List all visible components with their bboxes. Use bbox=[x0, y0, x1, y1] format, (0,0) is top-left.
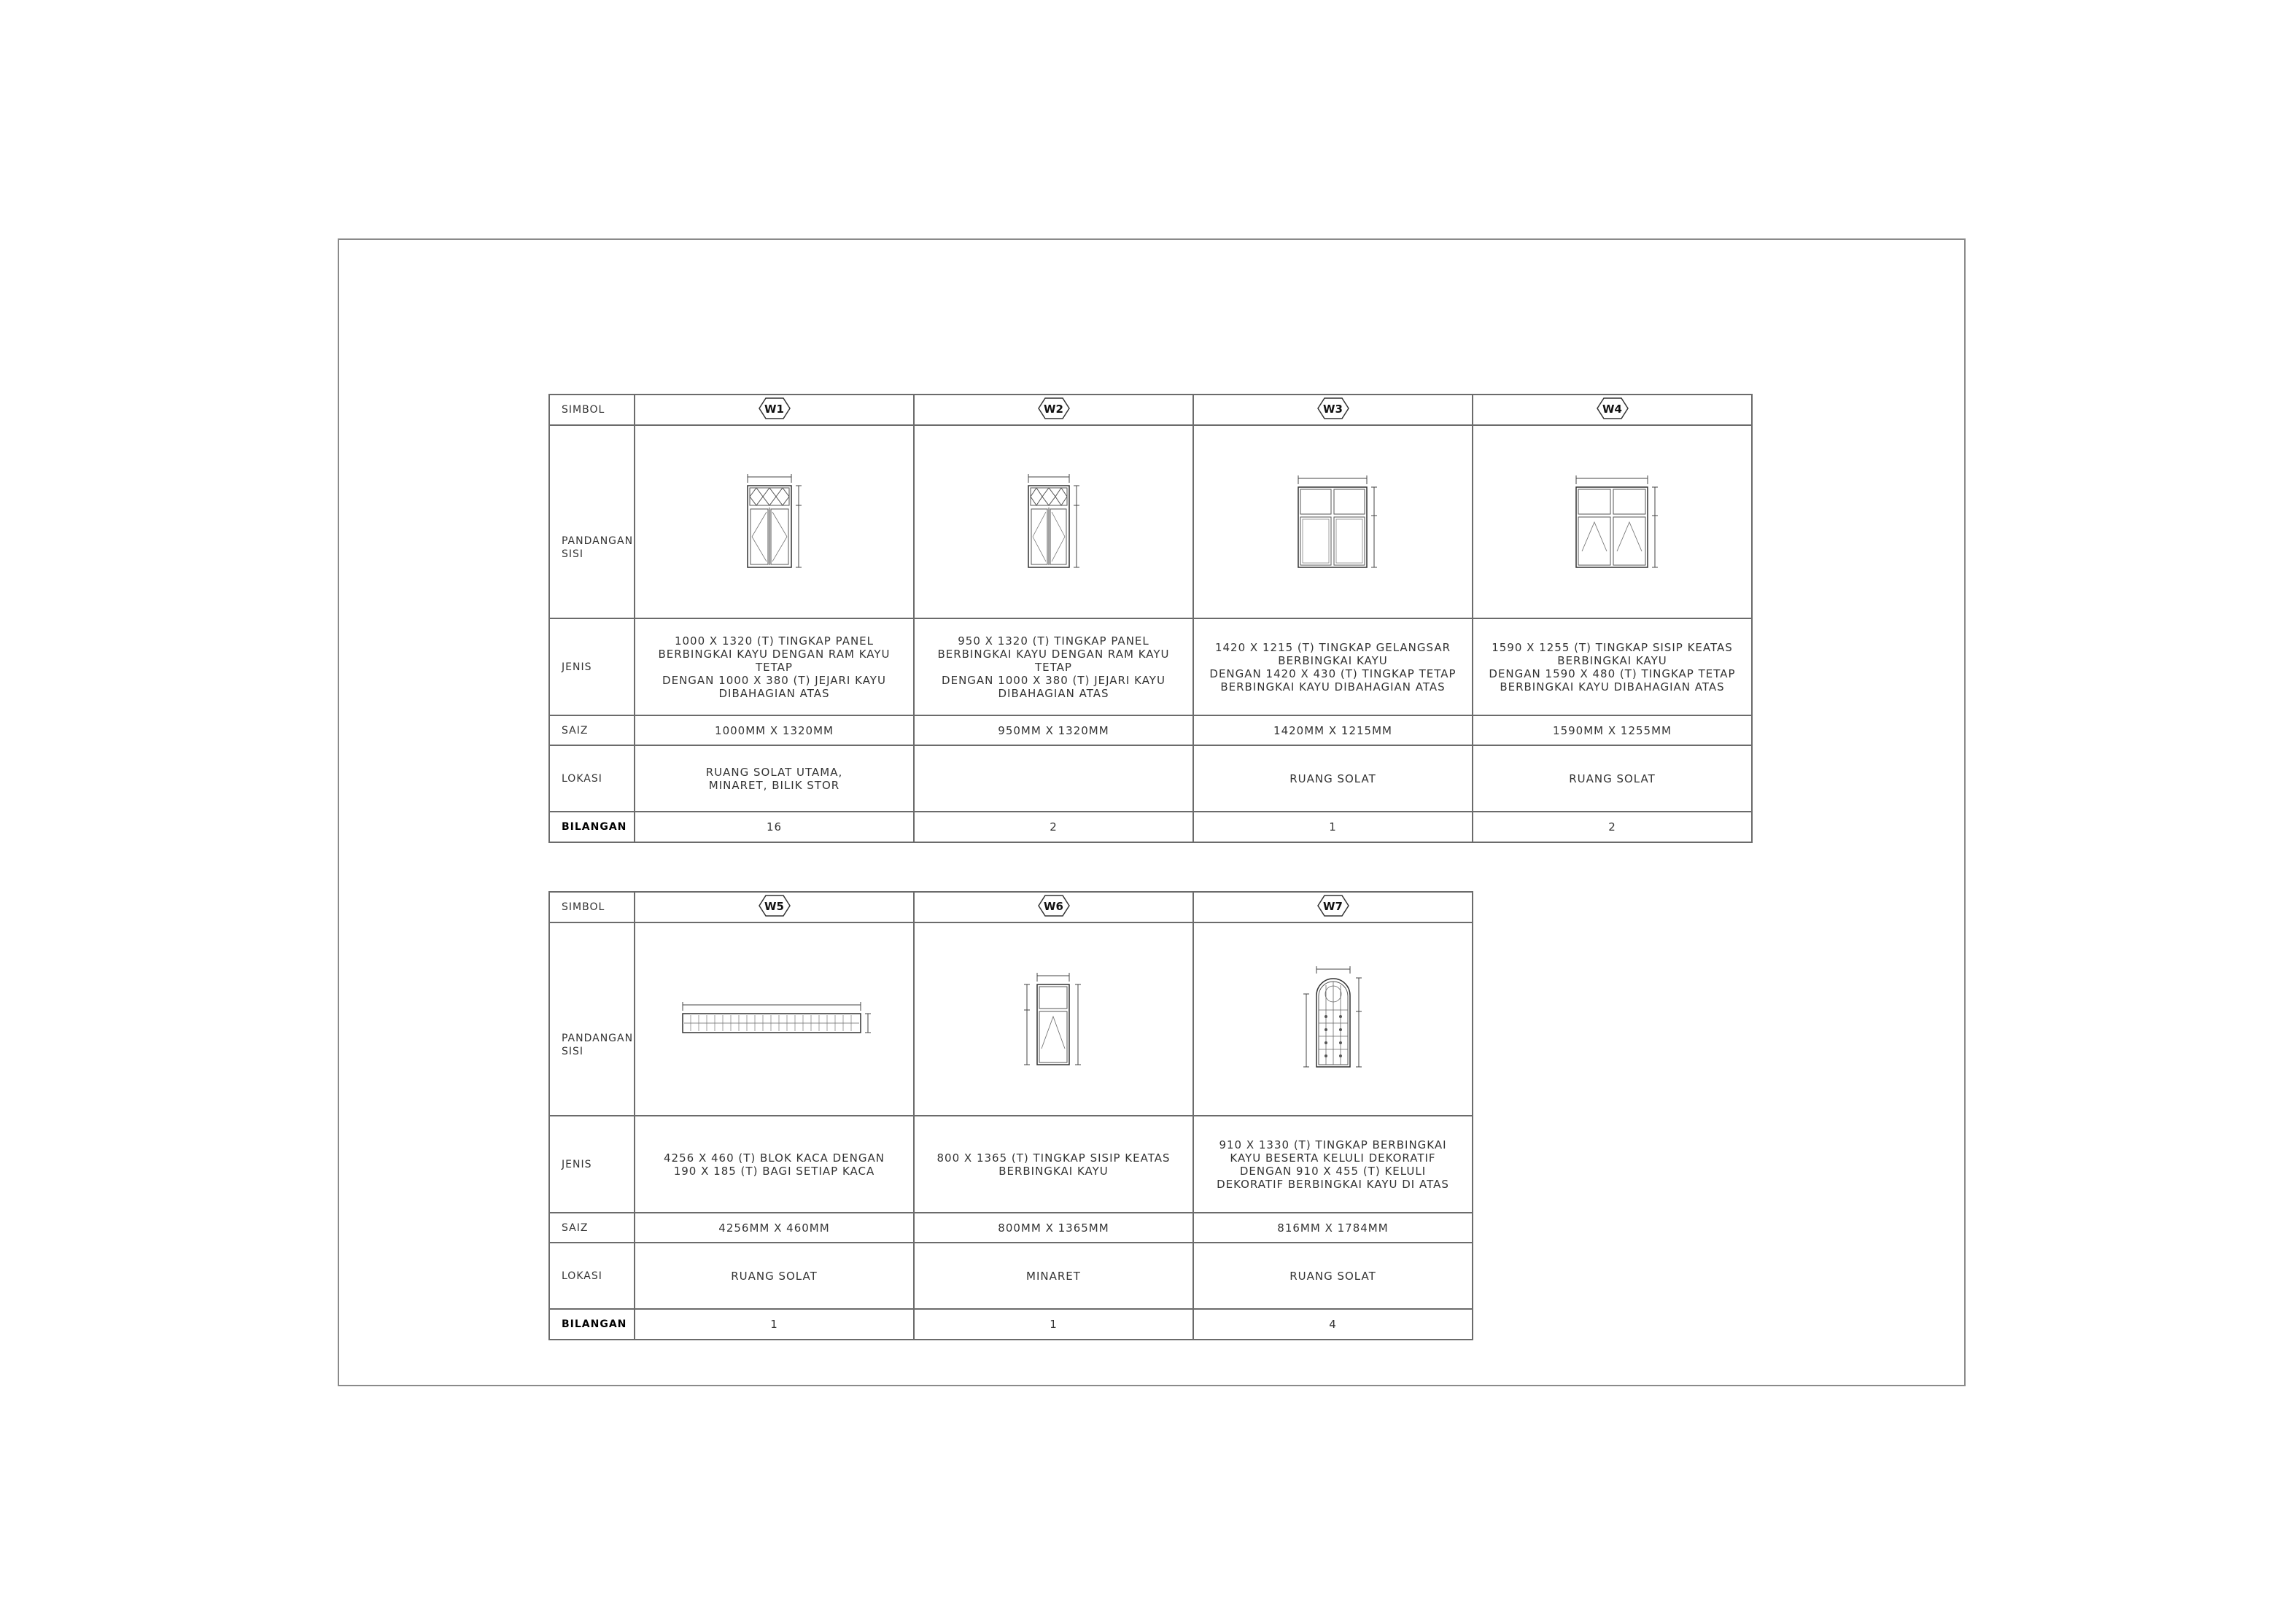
symbol-cell-w1 bbox=[635, 395, 914, 425]
glass-block-strip-icon bbox=[672, 998, 877, 1041]
saiz-w6: 800MM X 1365MM bbox=[914, 1213, 1193, 1243]
jenis-row bbox=[549, 1116, 1473, 1213]
bilangan-w5: 1 bbox=[635, 1309, 914, 1340]
lokasi-label: LOKASI bbox=[549, 1243, 635, 1309]
saiz-w2: 950MM X 1320MM bbox=[914, 715, 1193, 745]
saiz-w5: 4256MM X 460MM bbox=[635, 1213, 914, 1243]
saiz-label: SAIZ bbox=[549, 1213, 635, 1243]
arched-decorative-window-icon bbox=[1293, 965, 1373, 1074]
pandangan-label: PANDANGAN SISI bbox=[549, 425, 635, 618]
saiz-w4: 1590MM X 1255MM bbox=[1473, 715, 1752, 745]
elevation-cell-w6 bbox=[914, 922, 1193, 1116]
pandangan-label: PANDANGAN SISI bbox=[549, 922, 635, 1116]
bilangan-label: BILANGAN bbox=[549, 1309, 635, 1340]
jenis-w4: 1590 X 1255 (T) TINGKAP SISIP KEATAS BERBINGKAI KAYU DENGAN 1590 X 480 (T) TINGKAP TETAP BERBINGKAI KAYU DIBAHAGIAN ATAS bbox=[1473, 618, 1752, 715]
bilangan-row bbox=[549, 1309, 1473, 1340]
panel-lattice-window-icon bbox=[1014, 471, 1094, 573]
hexagon-tag-icon: W1 bbox=[759, 397, 791, 419]
hexagon-tag-icon: W4 bbox=[1597, 397, 1629, 419]
lokasi-w6: MINARET bbox=[914, 1243, 1193, 1309]
simbol-row bbox=[549, 395, 1752, 425]
elevation-cell-w1 bbox=[635, 425, 914, 618]
bilangan-w3: 1 bbox=[1193, 812, 1473, 842]
lokasi-w5: RUANG SOLAT bbox=[635, 1243, 914, 1309]
lokasi-w7: RUANG SOLAT bbox=[1193, 1243, 1473, 1309]
hexagon-tag-icon: W5 bbox=[759, 895, 791, 917]
jenis-w6: 800 X 1365 (T) TINGKAP SISIP KEATAS BERBINGKAI KAYU bbox=[914, 1116, 1193, 1213]
bilangan-w1: 16 bbox=[635, 812, 914, 842]
elevation-cell-w5 bbox=[635, 922, 914, 1116]
window-schedule-table-2 bbox=[548, 891, 1473, 1340]
jenis-label: JENIS bbox=[549, 1116, 635, 1213]
symbol-cell-w3 bbox=[1193, 395, 1473, 425]
symbol-cell-w6 bbox=[914, 892, 1193, 922]
symbol-cell-w2 bbox=[914, 395, 1193, 425]
window-schedule-table-1 bbox=[548, 394, 1753, 843]
lokasi-row bbox=[549, 745, 1752, 812]
bilangan-w6: 1 bbox=[914, 1309, 1193, 1340]
symbol-cell-w5 bbox=[635, 892, 914, 922]
elevation-cell-w2 bbox=[914, 425, 1193, 618]
single-top-hung-window-icon bbox=[1014, 968, 1094, 1071]
simbol-label: SIMBOL bbox=[549, 395, 635, 425]
jenis-row bbox=[549, 618, 1752, 715]
saiz-w3: 1420MM X 1215MM bbox=[1193, 715, 1473, 745]
jenis-label: JENIS bbox=[549, 618, 635, 715]
symbol-cell-w7 bbox=[1193, 892, 1473, 922]
jenis-w5: 4256 X 460 (T) BLOK KACA DENGAN 190 X 185 (T) BAGI SETIAP KACA bbox=[635, 1116, 914, 1213]
lokasi-row bbox=[549, 1243, 1473, 1309]
top-hung-window-icon bbox=[1562, 471, 1664, 573]
panel-lattice-window-icon bbox=[734, 471, 815, 573]
jenis-w1: 1000 X 1320 (T) TINGKAP PANEL BERBINGKAI KAYU DENGAN RAM KAYU TETAP DENGAN 1000 X 380 (T) JEJARI KAYU DIBAHAGIAN ATAS bbox=[635, 618, 914, 715]
symbol-cell-w4 bbox=[1473, 395, 1752, 425]
elevation-cell-w4 bbox=[1473, 425, 1752, 618]
saiz-label: SAIZ bbox=[549, 715, 635, 745]
saiz-row bbox=[549, 1213, 1473, 1243]
simbol-row bbox=[549, 892, 1473, 922]
saiz-w1: 1000MM X 1320MM bbox=[635, 715, 914, 745]
elevation-cell-w7 bbox=[1193, 922, 1473, 1116]
lokasi-w1: RUANG SOLAT UTAMA, MINARET, BILIK STOR bbox=[635, 745, 914, 812]
jenis-w3: 1420 X 1215 (T) TINGKAP GELANGSAR BERBINGKAI KAYU DENGAN 1420 X 430 (T) TINGKAP TETAP BERBINGKAI KAYU DIBAHAGIAN ATAS bbox=[1193, 618, 1473, 715]
pandangan-row bbox=[549, 922, 1473, 1116]
elevation-cell-w3 bbox=[1193, 425, 1473, 618]
saiz-w7: 816MM X 1784MM bbox=[1193, 1213, 1473, 1243]
lokasi-w4: RUANG SOLAT bbox=[1473, 745, 1752, 812]
lokasi-w2 bbox=[914, 745, 1193, 812]
bilangan-label: BILANGAN bbox=[549, 812, 635, 842]
bilangan-w4: 2 bbox=[1473, 812, 1752, 842]
sliding-window-icon bbox=[1282, 471, 1384, 573]
lokasi-label: LOKASI bbox=[549, 745, 635, 812]
hexagon-tag-icon: W2 bbox=[1038, 397, 1070, 419]
lokasi-w3: RUANG SOLAT bbox=[1193, 745, 1473, 812]
bilangan-row bbox=[549, 812, 1752, 842]
hexagon-tag-icon: W3 bbox=[1317, 397, 1349, 419]
jenis-w7: 910 X 1330 (T) TINGKAP BERBINGKAI KAYU BESERTA KELULI DEKORATIF DENGAN 910 X 455 (T) KELULI DEKORATIF BERBINGKAI KAYU DI ATAS bbox=[1193, 1116, 1473, 1213]
pandangan-row bbox=[549, 425, 1752, 618]
saiz-row bbox=[549, 715, 1752, 745]
simbol-label: SIMBOL bbox=[549, 892, 635, 922]
bilangan-w7: 4 bbox=[1193, 1309, 1473, 1340]
hexagon-tag-icon: W6 bbox=[1038, 895, 1070, 917]
bilangan-w2: 2 bbox=[914, 812, 1193, 842]
hexagon-tag-icon: W7 bbox=[1317, 895, 1349, 917]
jenis-w2: 950 X 1320 (T) TINGKAP PANEL BERBINGKAI KAYU DENGAN RAM KAYU TETAP DENGAN 1000 X 380 (T) JEJARI KAYU DIBAHAGIAN ATAS bbox=[914, 618, 1193, 715]
